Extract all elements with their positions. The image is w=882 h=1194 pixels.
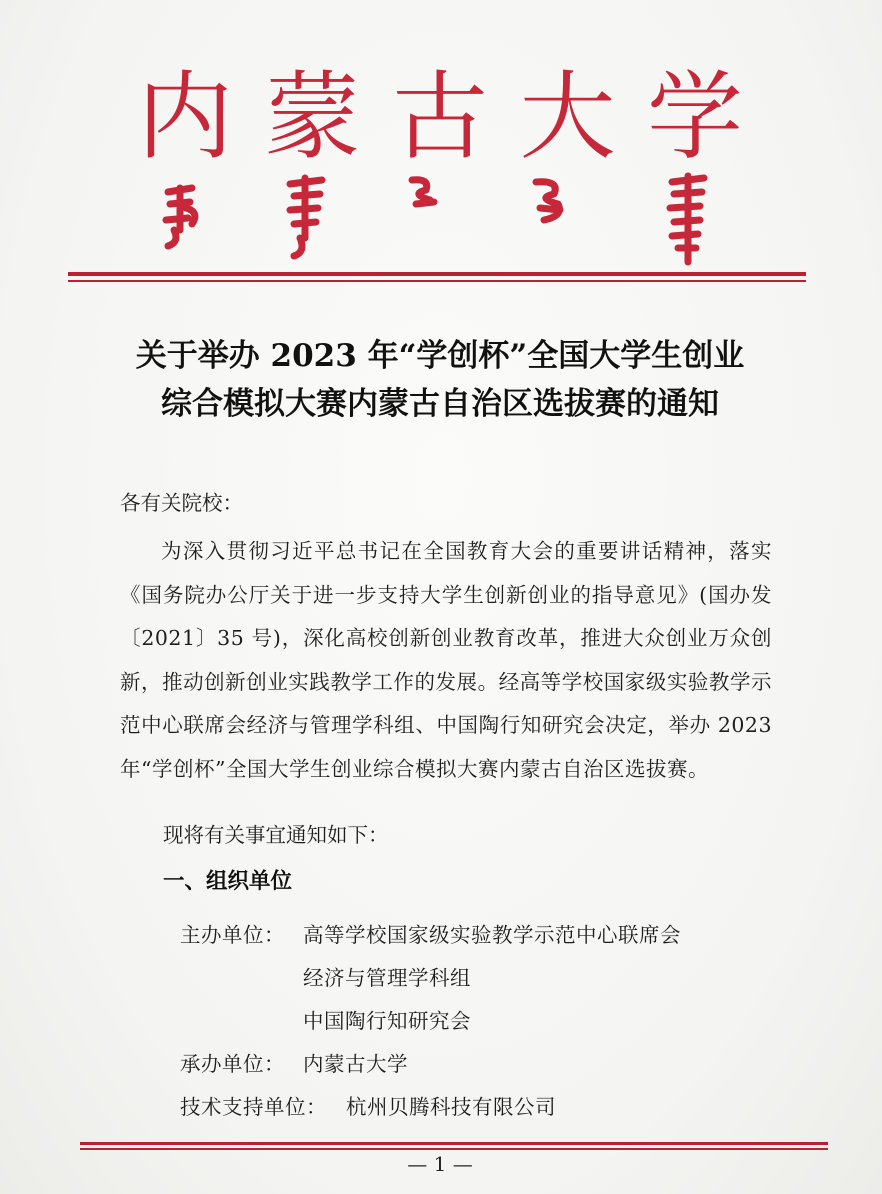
title-line-2: 综合模拟大赛内蒙古自治区选拔赛的通知 xyxy=(161,386,719,422)
host-line-1: 高等学校国家级实验教学示范中心联席会 xyxy=(303,923,681,947)
page-number: — 1 — xyxy=(407,1152,473,1176)
masthead-char: 学 xyxy=(647,61,743,173)
tech-support-label: 技术支持单位： xyxy=(180,1095,327,1119)
masthead-char: 大 xyxy=(519,61,616,173)
university-masthead xyxy=(130,62,750,172)
host-label: 主办单位： xyxy=(180,923,285,947)
section-heading: 一、组织单位 xyxy=(163,869,293,894)
organizer-value: 内蒙古大学 xyxy=(303,1052,408,1076)
title-line-1: 关于举办 2023 年“学创杯”全国大学生创业 xyxy=(135,338,745,374)
body-paragraph: 为深入贯彻习近平总书记在全国教育大会的重要讲话精神，落实《国务院办公厅关于进一步支持大学生创新创业的指导意见》(国办发〔2021〕35 号)，深化高校创新创业教育改革，推进大众创业万众创新，推动创新创业实践教学工作的发展。经高等学校国家级实验教学示范中心联席会经济与管理学科组、中国陶行知研究会决定，举办 2023 年“学创杯”全国大学生创业综合模拟大赛内蒙古自治区选拔赛。 xyxy=(120,539,772,781)
organizer-label: 承办单位： xyxy=(180,1052,285,1076)
host-line-3: 中国陶行知研究会 xyxy=(303,1009,471,1033)
intro-line: 现将有关事宜通知如下： xyxy=(163,823,389,847)
header-divider-thin xyxy=(68,280,806,282)
host-line-2: 经济与管理学科组 xyxy=(303,966,471,990)
masthead-char: 内 xyxy=(137,61,233,173)
mongolian-script-logo xyxy=(140,168,740,268)
footer-divider-thick xyxy=(80,1142,828,1145)
tech-support-value: 杭州贝腾科技有限公司 xyxy=(346,1095,556,1119)
notice-title xyxy=(60,332,820,428)
header-divider-thick xyxy=(68,272,806,276)
footer-divider-thin xyxy=(80,1148,828,1150)
salutation: 各有关院校： xyxy=(120,491,243,515)
masthead-char: 蒙 xyxy=(264,61,361,173)
masthead-char: 古 xyxy=(392,61,488,173)
